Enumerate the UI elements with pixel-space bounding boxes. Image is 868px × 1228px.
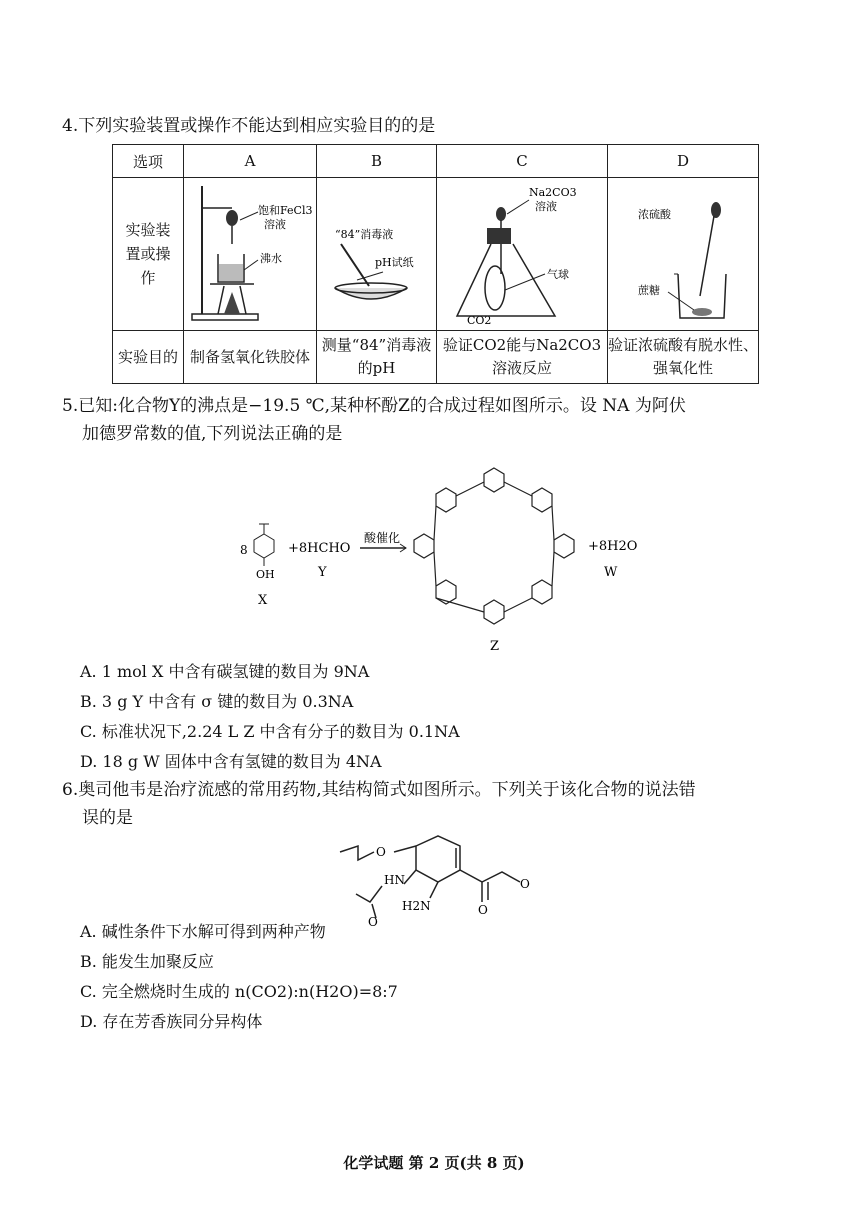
label-c-co2: CO2 [467,314,492,327]
q5-option-d: D. 18 g W 固体中含有氢键的数目为 4NA [80,752,382,771]
header-option: 选项 [113,145,184,178]
label-b-ph-paper: pH试纸 [375,256,414,269]
apparatus-a-figure [184,178,316,330]
q5-option-c: C. 标准状况下,2.24 L Z 中含有分子的数目为 0.1NA [80,722,460,741]
apparatus-c-figure [437,178,607,330]
label-z: Z [490,639,500,654]
header-c: C [437,145,608,178]
q4-stem: 4.下列实验装置或操作不能达到相应实验目的的是 [62,116,436,136]
header-d: D [608,145,759,178]
q6-stem-line2: 误的是 [82,808,133,828]
header-a: A [184,145,317,178]
amine-h2n: H2N [402,899,431,913]
purpose-d: 验证浓硫酸有脱水性、强氧化性 [608,331,759,384]
label-w: W [604,565,618,580]
label-a-boiling-water: 沸水 [260,252,282,265]
label-d-sucrose: 蔗糖 [638,284,660,297]
label-c-na2co3: Na2CO3 [529,186,577,199]
product-w: +8H2O [588,539,638,554]
reagent-y: +8HCHO [288,541,351,556]
catalyst: 酸催化 [364,531,401,545]
label-b-84: “84”消毒液 [335,228,394,241]
label-c-solution: 溶液 [535,200,557,213]
q6-option-d: D. 存在芳香族同分异构体 [80,1012,263,1031]
x-oh: OH [256,568,275,581]
label-a-solution: 溶液 [264,218,286,231]
q5-option-a: A. 1 mol X 中含有碳氢键的数目为 9NA [80,662,370,681]
label-d-h2so4: 浓硫酸 [638,208,671,221]
oseltamivir-structure [330,832,560,928]
row-purpose-label: 实验目的 [113,331,184,384]
row-apparatus-label: 实验装置或操作 [113,178,184,331]
q5-stem-line1: 5.已知:化合物Y的沸点是−19.5 ℃,某种杯酚Z的合成过程如图所示。设 NA 为阿伏 [62,396,686,416]
purpose-c: 验证CO2能与Na2CO3溶液反应 [437,331,608,384]
coef-x: 8 [240,543,248,557]
q6-stem-line1: 6.奥司他韦是治疗流感的常用药物,其结构简式如图所示。下列关于该化合物的说法错 [62,780,696,800]
ester-o-carbonyl: O [478,903,488,917]
page-footer: 化学试题 第 2 页(共 8 页) [343,1154,525,1172]
header-b: B [317,145,437,178]
calixarene-scheme [230,452,650,654]
label-a-fecl3: 饱和FeCl3 [258,204,313,217]
q5-option-b: B. 3 g Y 中含有 σ 键的数目为 0.3NA [80,692,354,711]
apparatus-d-figure [608,178,758,330]
purpose-b: 测量“84”消毒液的pH [317,331,437,384]
q6-option-b: B. 能发生加聚反应 [80,952,214,971]
q6-option-a: A. 碱性条件下水解可得到两种产物 [80,922,326,941]
label-c-balloon: 气球 [547,268,569,281]
purpose-a: 制备氢氧化铁胶体 [184,331,317,384]
ester-o: O [520,877,530,891]
apparatus-b-figure [317,178,436,330]
amide-hn: HN [384,873,405,887]
q5-stem-line2: 加德罗常数的值,下列说法正确的是 [82,424,343,444]
label-x: X [258,593,268,608]
label-y: Y [318,565,327,580]
experiment-table [112,144,759,384]
amide-o: O [368,915,378,928]
q6-option-c: C. 完全燃烧时生成的 n(CO2):n(H2O)=8:7 [80,982,398,1001]
ether-o: O [376,845,386,859]
